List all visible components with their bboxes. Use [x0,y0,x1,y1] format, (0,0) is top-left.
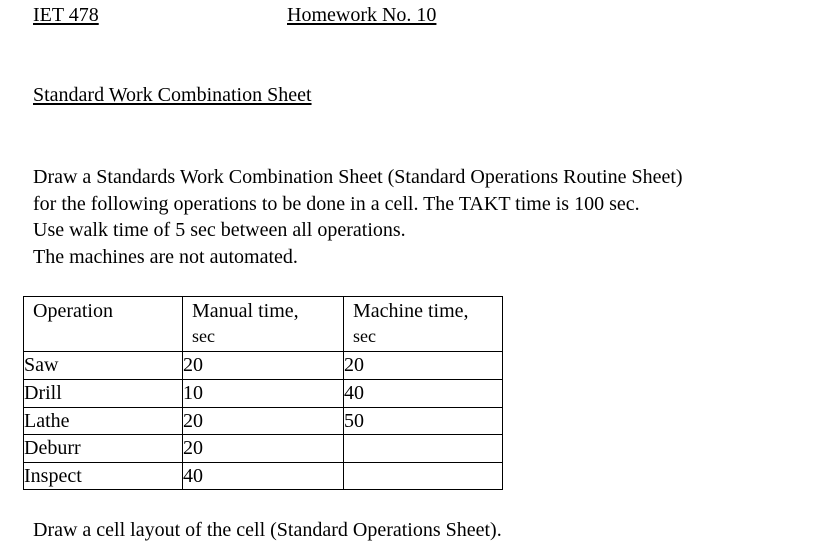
header-operation: Operation [24,297,183,352]
homework-title: Homework No. 10 [287,4,437,26]
machine-time-cell: 40 [344,380,503,408]
machine-time-cell [344,462,503,490]
header-manual-time: Manual time, sec [183,297,344,352]
manual-time-cell: 20 [183,352,344,380]
table-header-row [24,297,503,352]
operation-cell: Drill [24,380,183,408]
table-row [24,352,503,380]
manual-time-cell: 20 [183,435,344,463]
instructions [33,164,813,270]
table-row [24,435,503,463]
operation-cell: Lathe [24,407,183,435]
manual-time-cell: 20 [183,407,344,435]
instruction-line: Draw a Standards Work Combination Sheet (Standard Operations Routine Sheet) [33,166,683,188]
course-code: IET 478 [33,4,99,26]
table-row [24,462,503,490]
operation-cell: Deburr [24,435,183,463]
operation-cell: Inspect [24,462,183,490]
machine-time-cell: 20 [344,352,503,380]
section-title: Standard Work Combination Sheet [33,84,312,106]
table-row [24,380,503,408]
operations-table [23,296,503,490]
machine-time-cell: 50 [344,407,503,435]
manual-time-cell: 40 [183,462,344,490]
header-machine-time: Machine time, sec [344,297,503,352]
machine-time-cell [344,435,503,463]
instruction-line: Use walk time of 5 sec between all operations. [33,219,406,241]
manual-time-cell: 10 [183,380,344,408]
operation-cell: Saw [24,352,183,380]
table-row [24,407,503,435]
footer-instruction: Draw a cell layout of the cell (Standard Operations Sheet). [33,519,502,541]
instruction-line: for the following operations to be done in a cell. The TAKT time is 100 sec. [33,192,640,215]
instruction-line: The machines are not automated. [33,245,298,268]
